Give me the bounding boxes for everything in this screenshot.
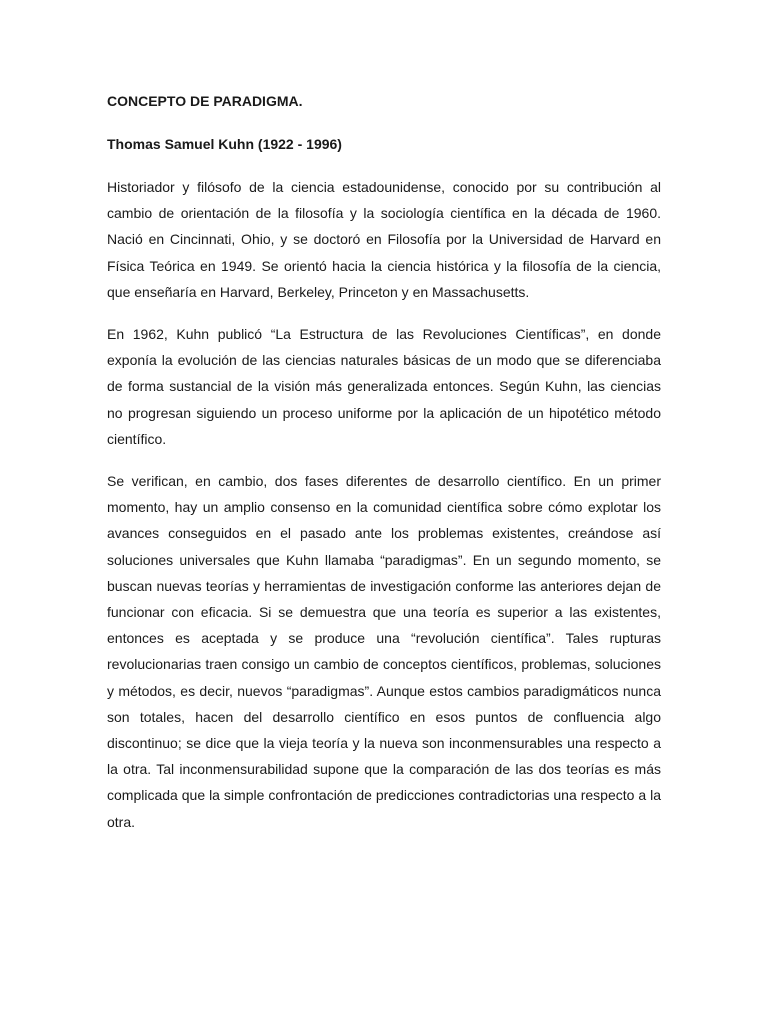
paragraph-scientific-phases: Se verifican, en cambio, dos fases diferentes de desarrollo científico. En un primer momento, hay un amplio consenso en la comunidad científica sobre cómo explotar los avances conseguidos en el pasado ante los problemas existentes, creándose así soluciones universales que Kuhn llamaba “paradigmas”. En un segundo momento, se buscan nuevas teorías y herramientas de investigación conforme las anteriores dejan de funcionar con eficacia. Si se demuestra que una teoría es superior a las existentes, entonces es aceptada y se produce una “revolución científica”. Tales rupturas revolucionarias traen consigo un cambio de conceptos científicos, problemas, soluciones y métodos, es decir, nuevos “paradigmas”. Aunque estos cambios paradigmáticos nunca son totales, hacen del desarrollo científico en esos puntos de confluencia algo discontinuo; se dice que la vieja teoría y la nueva son inconmensurables una respecto a la otra. Tal inconmensurabilidad supone que la comparación de las dos teorías es más complicada que la simple confrontación de predicciones contradictorias una respecto a la otra.	[107, 473, 661, 830]
document-title: CONCEPTO DE PARADIGMA.	[107, 93, 303, 109]
paragraph-structure-of-revolutions: En 1962, Kuhn publicó “La Estructura de las Revoluciones Científicas”, en donde exponía la evolución de las ciencias naturales básicas de un modo que se diferenciaba de forma sustancial de la visión más generalizada entonces. Según Kuhn, las ciencias no progresan siguiendo un proceso uniforme por la aplicación de un hipotético método científico.	[107, 326, 661, 447]
paragraph-biography: Historiador y filósofo de la ciencia estadounidense, conocido por su contribución al cambio de orientación de la filosofía y la sociología científica en la década de 1960. Nació en Cincinnati, Ohio, y se doctoró en Filosofía por la Universidad de Harvard en Física Teórica en 1949. Se orientó hacia la ciencia histórica y la filosofía de la ciencia, que enseñaría en Harvard, Berkeley, Princeton y en Massachusetts.	[107, 179, 661, 300]
document-body	[107, 88, 661, 851]
author-heading: Thomas Samuel Kuhn (1922 - 1996)	[107, 136, 342, 152]
